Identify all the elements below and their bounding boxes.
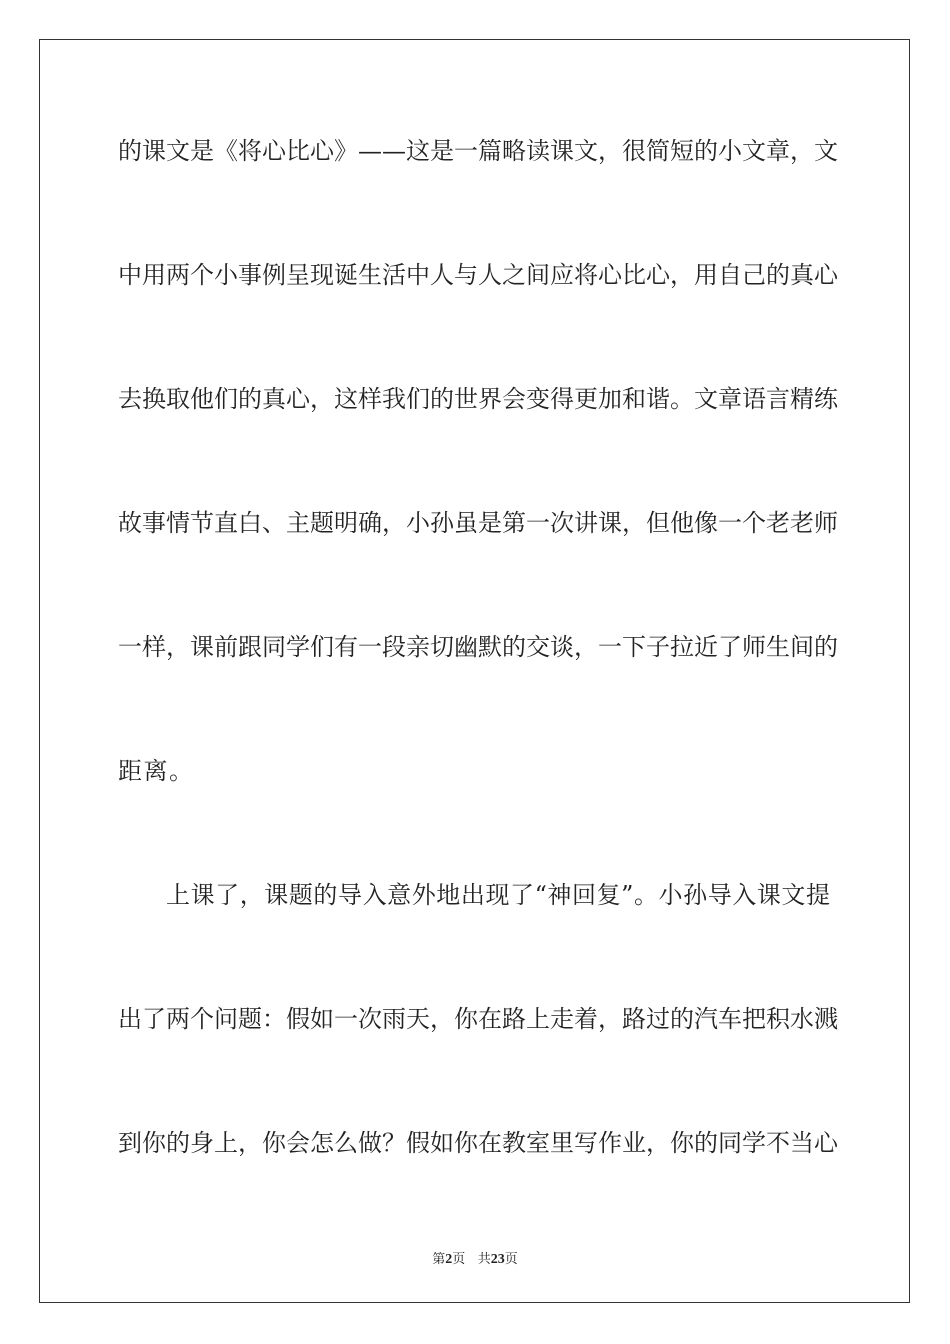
body-line-9: 到你的身上，你会怎么做？假如你在教室里写作业，你的同学不当心 bbox=[118, 1129, 838, 1157]
body-line-4: 故事情节直白、主题明确，小孙虽是第一次讲课，但他像一个老老师 bbox=[118, 509, 838, 537]
page-prefix: 第 bbox=[432, 1252, 446, 1267]
body-line-5: 一样，课前跟同学们有一段亲切幽默的交谈，一下子拉近了师生间的 bbox=[118, 633, 838, 661]
body-line-6: 距离。 bbox=[118, 757, 195, 785]
page-border bbox=[39, 39, 910, 1303]
body-line-2: 中用两个小事例呈现诞生活中人与人之间应将心比心，用自己的真心 bbox=[118, 261, 838, 289]
body-line-1: 的课文是《将心比心》——这是一篇略读课文，很简短的小文章，文 bbox=[118, 137, 838, 165]
page-footer bbox=[0, 1248, 950, 1268]
body-line-3: 去换取他们的真心，这样我们的世界会变得更加和谐。文章语言精练 bbox=[118, 385, 838, 413]
page-suffix: 页 bbox=[452, 1252, 466, 1267]
body-line-7: 上课了，课题的导入意外地出现了“神回复”。小孙导入课文提 bbox=[166, 881, 830, 909]
total-suffix: 页 bbox=[504, 1252, 518, 1267]
total-prefix: 共 bbox=[477, 1252, 491, 1267]
total-pages: 23 bbox=[490, 1252, 505, 1267]
body-line-8: 出了两个问题：假如一次雨天，你在路上走着，路过的汽车把积水溅 bbox=[118, 1005, 838, 1033]
page-number: 2 bbox=[445, 1252, 453, 1267]
